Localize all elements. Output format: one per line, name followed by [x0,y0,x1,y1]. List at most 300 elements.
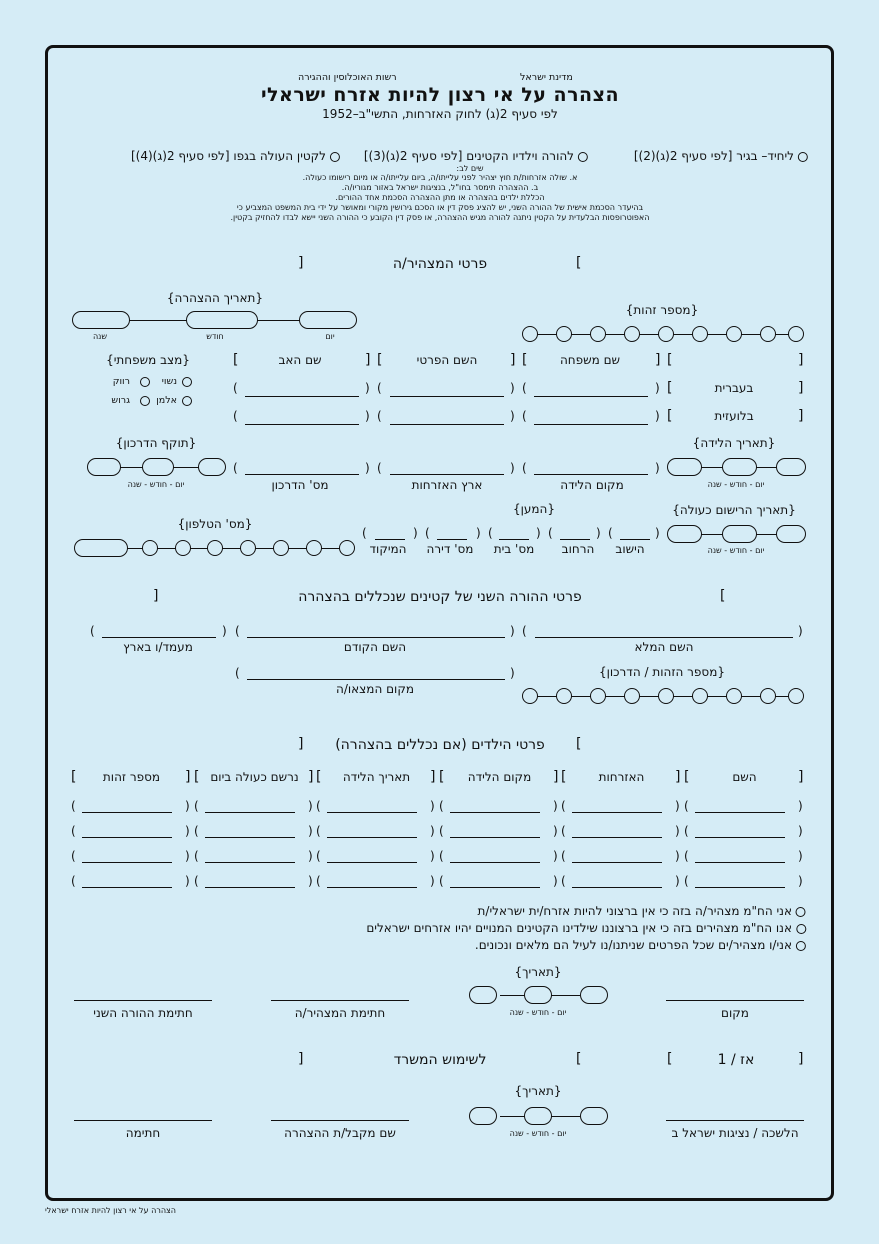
paren: ( [194,799,199,813]
digit-field[interactable] [692,326,708,342]
bracket: [ [684,769,690,785]
bracket: ] [298,255,304,271]
paren: ) [675,824,680,838]
bracket: ] [185,769,191,785]
sign-year-field[interactable] [469,986,497,1004]
bracket: [ [194,769,200,785]
hebrew-label: בעברית [714,381,754,395]
paren: ) [308,824,313,838]
paren: ) [596,526,601,540]
paren: ) [553,849,558,863]
registration-date-label: {תאריך הרישום כעולה} [672,503,796,517]
sign-month-field[interactable] [524,986,552,1004]
children-column-header: מקום הלידה [467,770,532,784]
bracket: ] [510,352,516,368]
paren: ( [233,461,238,475]
digit-field[interactable] [726,688,742,704]
digit-field[interactable] [522,688,538,704]
citizenship-label: ארץ האזרחות [411,478,483,492]
phone-digit-field[interactable] [207,540,223,556]
paren: ( [425,526,430,540]
bracket: [ [576,255,582,271]
child-cell-field[interactable] [572,862,662,863]
digit-field[interactable] [692,688,708,704]
footer-text: הצהרה על אי רצון להיות אזרח ישראלי [45,1206,177,1215]
paren: ) [430,849,435,863]
declaration-3-text: אני/ו מצהיר/ים שכל הפרטים שניתנו/נו לעיל הם מלאים ונכונים. [474,938,792,952]
passport-number-field[interactable] [245,474,359,475]
paren: ( [561,874,566,888]
phone-label: {מס' הטלפון} [177,517,253,531]
zip-field[interactable] [375,539,405,540]
child-cell-field[interactable] [82,887,172,888]
bracket: [ [377,352,383,368]
signature-date-label: {תאריך} [514,965,562,979]
second-parent-signature-label: חתימת ההורה השני [93,1006,193,1020]
phone-digit-field[interactable] [142,540,158,556]
date-format-label: יום - חודש - שנה [707,480,765,489]
children-column-header: נרשם כעולה ביום [210,770,299,784]
note-c: הכללת ילדים בהצהרה או מתן ההצהרה הסכמת אחד ההורים. [335,193,545,202]
child-cell-field[interactable] [695,887,785,888]
bracket: [ [576,736,582,752]
phone-digit-field[interactable] [240,540,256,556]
paren: ) [308,874,313,888]
child-cell-field[interactable] [572,837,662,838]
paren: ( [522,381,527,395]
birth-year-field[interactable] [667,458,702,476]
bracket: [ [576,1051,582,1067]
family-name-latin-field[interactable] [534,424,648,425]
married-option: נשוי [161,376,177,387]
bracket: [ [667,1051,673,1067]
paren: ( [71,799,76,813]
child-cell-field[interactable] [205,812,295,813]
bureau-field[interactable] [666,1120,804,1121]
child-cell-field[interactable] [82,812,172,813]
digit-field[interactable] [590,688,606,704]
paren: ( [377,381,382,395]
paren: ) [510,624,515,638]
paren: ( [362,526,367,540]
phone-digit-field[interactable] [306,540,322,556]
digit-field[interactable] [788,688,804,704]
option-parent-label: להורה וילדיו הקטינים [לפי סעיף 2(ג)(3)] [363,149,574,163]
declaration-2[interactable] [366,922,806,934]
office-use-title: לשימוש המשרד [393,1052,487,1068]
office-day-field[interactable] [580,1107,608,1125]
child-cell-field[interactable] [572,887,662,888]
locality-label: הישוב [615,542,645,556]
paren: ) [185,849,190,863]
paren: ) [655,409,660,423]
paren: ( [233,409,238,423]
registration-day-field[interactable] [776,525,806,543]
birth-month-field[interactable] [722,458,757,476]
paren: ( [522,409,527,423]
paren: ( [194,824,199,838]
child-cell-field[interactable] [205,862,295,863]
form-subtitle: לפי סעיף 2(ג) לחוק האזרחות, התשי"ב–1952 [322,107,558,121]
declaration-1[interactable] [478,905,806,917]
radio-icon [796,941,806,951]
paren: ) [365,409,370,423]
bracket: [ [233,352,239,368]
digit-field[interactable] [658,688,674,704]
child-cell-field[interactable] [327,812,417,813]
paren: ) [185,824,190,838]
digit-field[interactable] [788,326,804,342]
whereabouts-label: מקום המצאו/ה [336,682,414,696]
paren: ) [675,799,680,813]
date-format-label: יום - חודש - שנה [707,546,765,555]
children-column-header: מספר זהות [102,770,161,784]
paren: ) [365,381,370,395]
note-e: האפוטרופסות הבלעדית על הקטין ניתנה להורה מגיש ההצהרה, או פסק דין הקובע כי ההורה השני יישא לבדו להחזיק בקטין. [230,213,650,222]
paren: ) [798,849,803,863]
paren: ) [430,799,435,813]
option-minor-label: לקטין העולה בגפו [לפי סעיף 2(ג)(4)] [130,149,326,163]
paren: ( [316,874,321,888]
paren: ) [185,799,190,813]
paren: ( [439,874,444,888]
section-declarant-title: פרטי המצהיר/ה [392,256,488,272]
radio-icon [798,152,808,162]
office-month-field[interactable] [524,1107,552,1125]
paren: ( [548,526,553,540]
marital-status-label: {מצב משפחתי} [106,353,190,367]
apartment-number-field[interactable] [437,539,467,540]
bracket: ] [798,352,804,368]
paren: ( [439,824,444,838]
status-field[interactable] [102,637,216,638]
paren: ) [655,526,660,540]
year-label: שנה [92,332,108,341]
paren: ( [316,799,321,813]
paren: ) [675,849,680,863]
registration-month-field[interactable] [722,525,757,543]
paren: ( [684,799,689,813]
bracket: ] [553,769,559,785]
place-label: מקום [721,1006,749,1020]
paren: ( [316,824,321,838]
id-number-label: {מספר זהות} [625,303,699,317]
month-label: חודש [206,332,224,341]
child-cell-field[interactable] [450,862,540,863]
option-adult-label: ליחיד– בגיר [לפי סעיף 2(ג)(2)] [633,149,794,163]
paren: ) [510,461,515,475]
house-number-label: מס' בית [493,542,535,556]
connector [128,320,188,321]
widowed-option: אלמן [156,395,177,406]
notes-heading: שים לב: [456,164,484,173]
children-column-header: השם [732,770,757,784]
bracket: ] [798,769,804,785]
paren: ( [439,799,444,813]
radio-icon [796,924,806,934]
sign-day-field[interactable] [580,986,608,1004]
full-name-label: השם המלא [634,640,694,654]
bracket: ] [675,769,681,785]
birth-day-field[interactable] [776,458,806,476]
digit-field[interactable] [658,326,674,342]
single-radio[interactable] [140,377,150,387]
digit-field[interactable] [760,688,776,704]
year-field[interactable] [72,311,130,329]
paren: ( [71,874,76,888]
child-cell-field[interactable] [327,837,417,838]
declarant-signature-label: חתימת המצהיר/ה [294,1006,386,1020]
option-adult[interactable] [634,150,808,162]
office-signature-field[interactable] [74,1120,212,1121]
first-name-latin-field[interactable] [390,424,504,425]
paren: ) [553,799,558,813]
child-cell-field[interactable] [205,837,295,838]
digit-field[interactable] [624,688,640,704]
birth-date-label: {תאריך הלידה} [692,436,776,450]
bracket: ] [655,352,661,368]
digit-field[interactable] [522,326,538,342]
office-year-field[interactable] [469,1107,497,1125]
paren: ) [553,824,558,838]
paren: ( [194,849,199,863]
paren: ) [222,624,227,638]
paren: ( [233,381,238,395]
connector [170,467,200,468]
bracket: [ [439,769,445,785]
bracket: [ [667,352,673,368]
father-name-label: שם האב [278,353,322,367]
status-label: מעמד/ו בארץ [123,640,193,654]
bracket: [ [667,408,673,424]
paren: ( [194,874,199,888]
paren: ) [430,824,435,838]
bracket: ] [798,408,804,424]
paren: ) [430,874,435,888]
bracket: ] [308,769,314,785]
paren: ) [185,874,190,888]
declaration-date-label: {תאריך ההצהרה} [166,291,264,305]
child-cell-field[interactable] [450,837,540,838]
bracket: ] [298,1051,304,1067]
single-option: רווק [112,376,130,387]
paren: ) [798,799,803,813]
option-minor[interactable] [131,150,340,162]
paren: ( [522,624,527,638]
previous-name-field[interactable] [247,637,505,638]
child-cell-field[interactable] [695,837,785,838]
children-column-header: תאריך הלידה [342,770,411,784]
validity-day-field[interactable] [198,458,226,476]
passport-number-label: מס' הדרכון [271,478,329,492]
validity-month-field[interactable] [142,458,174,476]
father-name-latin-field[interactable] [245,424,359,425]
office-signature-label: חתימה [125,1126,161,1140]
paren: ) [675,874,680,888]
citizenship-field[interactable] [390,474,504,475]
day-field[interactable] [299,311,357,329]
child-cell-field[interactable] [572,812,662,813]
paren: ( [684,824,689,838]
declaration-2-text: אנו הח"מ מצהירים בזה כי אין ברצוננו שילדינו הקטינים המנויים יהיו אזרחים ישראלים [366,921,792,935]
married-radio[interactable] [182,377,192,387]
paren: ) [510,381,515,395]
paren: ) [655,461,660,475]
bracket: [ [561,769,567,785]
paren: ( [684,874,689,888]
authority-name: רשות האוכלוסין וההגירה [298,72,397,83]
connector [118,467,144,468]
child-cell-field[interactable] [82,862,172,863]
second-parent-signature-field[interactable] [74,1000,212,1001]
child-cell-field[interactable] [327,887,417,888]
child-cell-field[interactable] [327,862,417,863]
paren: ( [488,526,493,540]
bracket: [ [316,769,322,785]
passport-validity-label: {תוקף הדרכון} [115,436,197,450]
digit-field[interactable] [760,326,776,342]
child-cell-field[interactable] [450,812,540,813]
bracket: [ [522,352,528,368]
registration-year-field[interactable] [667,525,702,543]
paren: ) [798,874,803,888]
month-field[interactable] [186,311,258,329]
bracket: ] [298,736,304,752]
radio-icon [578,152,588,162]
office-date-label: {תאריך} [514,1084,562,1098]
paren: ( [71,824,76,838]
paren: ( [71,849,76,863]
birth-place-field[interactable] [534,474,648,475]
family-name-hebrew-field[interactable] [534,396,648,397]
latin-label: בלועזית [714,409,754,423]
paren: ) [510,666,515,680]
phone-digit-field[interactable] [175,540,191,556]
day-label: יום [325,332,335,341]
radio-icon [796,907,806,917]
form-code: אז / 1 [717,1052,755,1068]
house-number-field[interactable] [499,539,529,540]
note-b: ב. ההצהרה תימסר בחו"ל, בנציגות ישראל באזור מגוריו/ה. [341,183,539,192]
paren: ) [510,409,515,423]
paren: ) [413,526,418,540]
paren: ) [655,381,660,395]
state-name: מדינת ישראל [520,72,573,83]
bracket: ] [430,769,436,785]
bureau-label: הלשכה / נציגות ישראל ב [671,1126,799,1140]
child-cell-field[interactable] [82,837,172,838]
paren: ) [553,874,558,888]
bracket: [ [71,769,77,785]
second-parent-id-label: {מספר הזהות / הדרכון} [599,665,725,679]
street-field[interactable] [560,539,590,540]
date-format-label: יום - חודש - שנה [509,1129,567,1138]
digit-field[interactable] [590,326,606,342]
form-title: הצהרה על אי רצון להיות אזרח ישראלי [260,84,620,106]
paren: ( [684,849,689,863]
radio-icon [330,152,340,162]
digit-field[interactable] [726,326,742,342]
paren: ( [522,461,527,475]
bracket: ] [365,352,371,368]
whereabouts-field[interactable] [247,679,505,680]
date-format-label: יום - חודש - שנה [509,1008,567,1017]
place-field[interactable] [666,1000,804,1001]
widowed-radio[interactable] [182,396,192,406]
child-cell-field[interactable] [695,862,785,863]
date-format-label: יום - חודש - שנה [127,480,185,489]
phone-prefix-field[interactable] [74,539,128,557]
previous-name-label: השם הקודם [343,640,407,654]
bracket: ] [153,588,159,604]
children-column-header: האזרחות [598,770,645,784]
full-name-field[interactable] [535,637,793,638]
receiver-field[interactable] [271,1120,409,1121]
bracket: [ [667,380,673,396]
paren: ( [561,799,566,813]
paren: ( [561,849,566,863]
paren: ) [536,526,541,540]
receiver-label: שם מקבל/ת ההצהרה [284,1126,396,1140]
connector [256,320,301,321]
digit-field[interactable] [624,326,640,342]
digit-field[interactable] [556,326,572,342]
paren: ) [476,526,481,540]
child-cell-field[interactable] [205,887,295,888]
bracket: ] [798,380,804,396]
street-label: הרחוב [561,542,595,556]
father-name-hebrew-field[interactable] [245,396,359,397]
paren: ) [365,461,370,475]
paren: ( [235,666,240,680]
note-d: בהיעדר הסכמת אישית של ההורה השני, יש להציג פסק דין או הסכם גירושין מקורי ומאושר על ידי בית המשפט המצביע כי [236,203,644,212]
bracket: ] [798,1051,804,1067]
child-cell-field[interactable] [450,887,540,888]
declaration-3[interactable] [475,939,806,951]
paren: ( [439,849,444,863]
section-second-parent-title: פרטי ההורה השני של קטינים שנכללים בהצהרה [298,589,582,605]
paren: ( [561,824,566,838]
zip-label: המיקוד [369,542,407,556]
first-name-hebrew-field[interactable] [390,396,504,397]
apartment-number-label: מס' דירה [426,542,474,556]
paren: ) [308,799,313,813]
family-name-label: שם משפחה [559,353,621,367]
paren: ( [608,526,613,540]
first-name-label: השם הפרטי [416,353,478,367]
phone-digit-field[interactable] [273,540,289,556]
divorced-option: גרוש [111,395,130,406]
phone-digit-field[interactable] [339,540,355,556]
address-label: {המען} [512,502,556,516]
child-cell-field[interactable] [695,812,785,813]
divorced-radio[interactable] [140,396,150,406]
validity-year-field[interactable] [87,458,121,476]
locality-field[interactable] [620,539,650,540]
birth-place-label: מקום הלידה [560,478,624,492]
option-parent[interactable] [364,150,588,162]
section-children-title: פרטי הילדים (אם נכללים בהצהרה) [335,737,545,753]
paren: ( [377,461,382,475]
declaration-1-text: אני הח"מ מצהיר/ה בזה כי אין ברצוני להיות אזרח/ית ישראלי/ת [477,904,792,918]
paren: ( [235,624,240,638]
paren: ( [90,624,95,638]
digit-field[interactable] [556,688,572,704]
note-a: א. שולה אזרחות/ת חוץ יצהיר לפני עלייתו/ה, ביום עלייתו/ה או מיום רישומו כעולה. [302,173,578,182]
declarant-signature-field[interactable] [271,1000,409,1001]
paren: ( [377,409,382,423]
bracket: [ [720,588,726,604]
